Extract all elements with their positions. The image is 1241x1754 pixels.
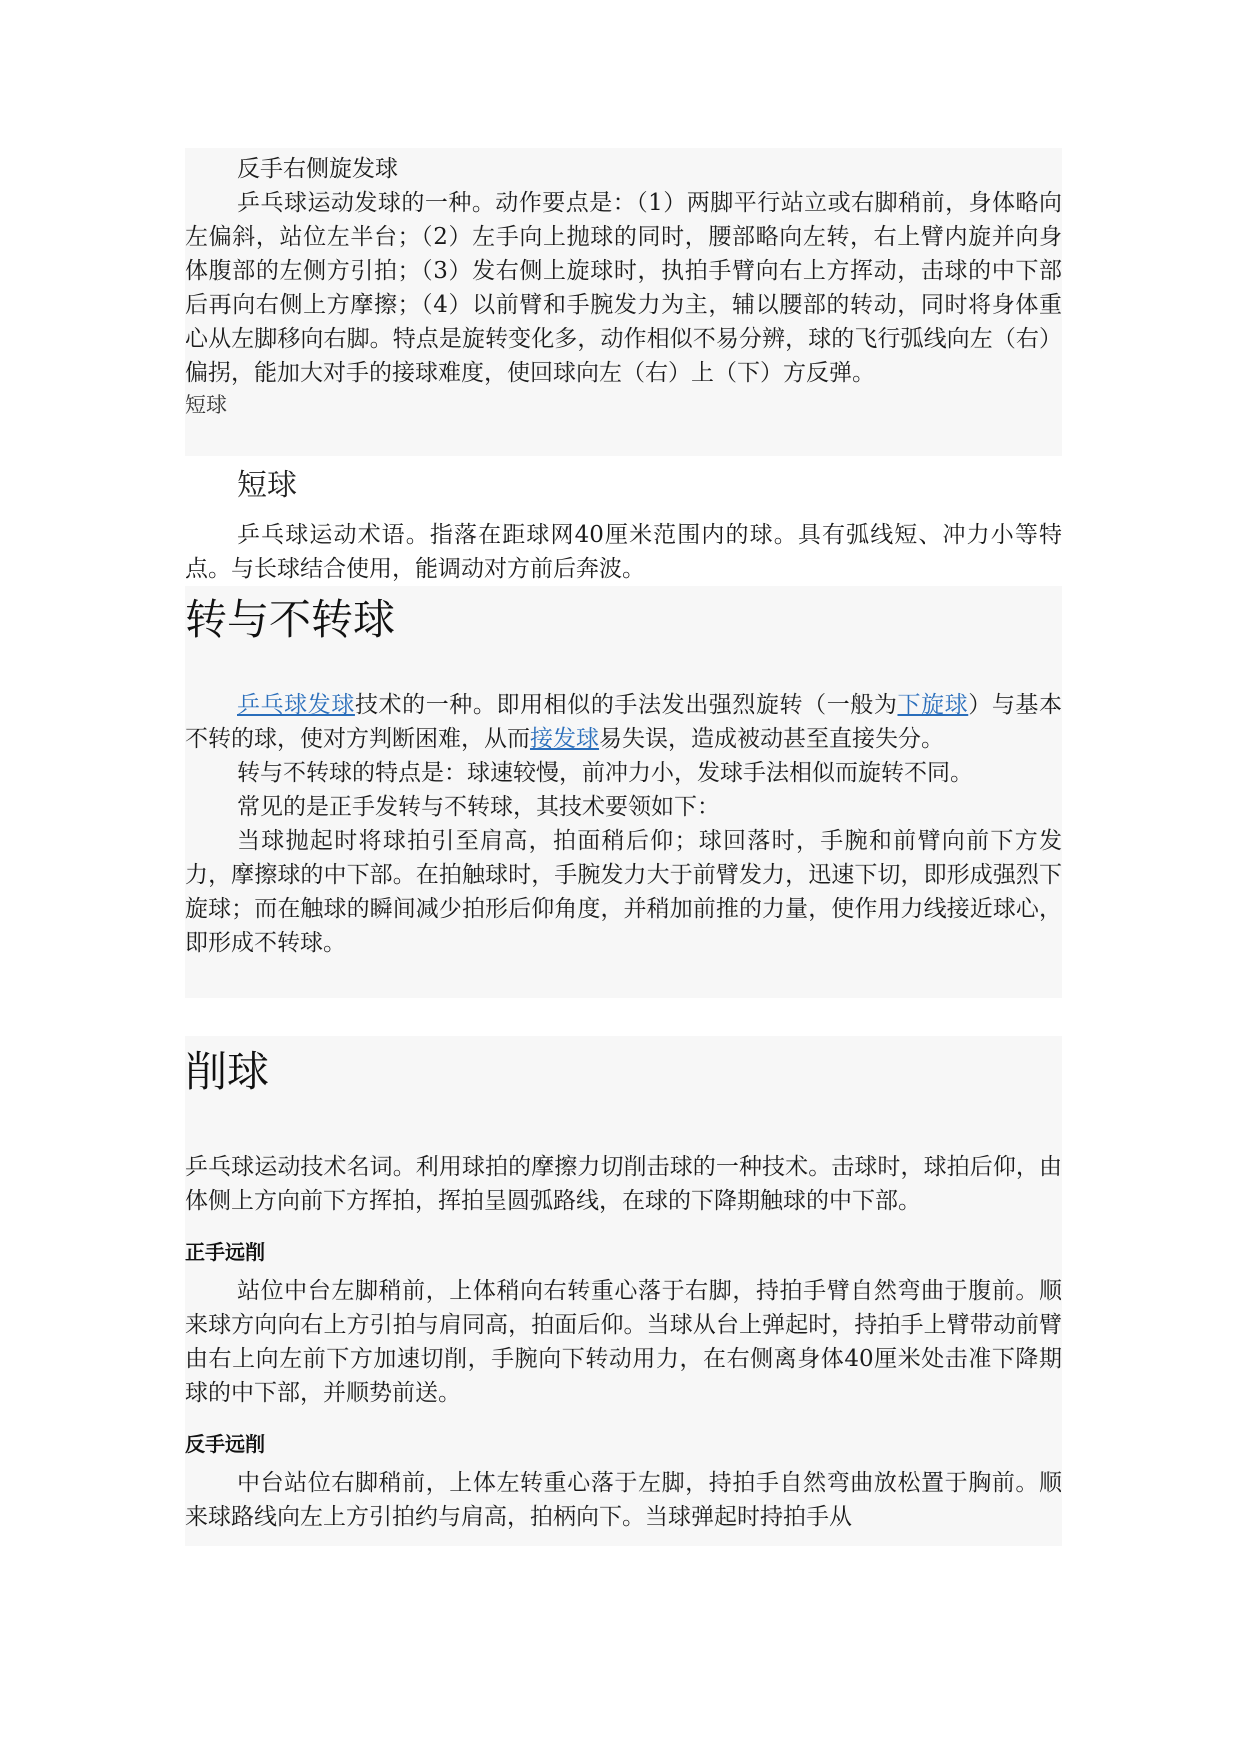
- paragraph-text: ）与基本不转的球，使对方判断困难，从而: [185, 692, 1063, 752]
- backhand-serve-section: [185, 148, 1062, 456]
- spin-nospin-paragraph-4: 当球抛起时将球拍引至肩高，拍面稍后仰；球回落时，手腕和前臂向前下方发力，摩擦球的中下部。在拍触球时，手腕发力大于前臂发力，迅速下切，即形成强烈下旋球；而在触球的瞬间减少拍形后仰角度，并稍加前推的力量，使作用力线接近球心，即形成不转球。: [185, 828, 1062, 956]
- spin-nospin-section: [185, 586, 1062, 998]
- backhand-serve-paragraph: 乒乓球运动发球的一种。动作要点是：（1）两脚平行站立或右脚稍前，身体略向左偏斜，站位左半台；（2）左手向上抛球的同时，腰部略向左转，右上臂内旋并向身体腹部的左侧方引拍；（3）发右侧上旋球时，执拍手臂向右上方挥动，击球的中下部后再向右侧上方摩擦；（4）以前臂和手腕发力为主，辅以腰部的转动，同时将身体重心从左脚移向右脚。特点是旋转变化多，动作相似不易分辨，球的飞行弧线向左（右）偏拐，能加大对手的接球难度，使回球向左（右）上（下）方反弹。: [185, 190, 1062, 386]
- serve-link[interactable]: 乒乓球发球: [237, 692, 355, 718]
- spin-nospin-paragraph-2: 转与不转球的特点是：球速较慢，前冲力小，发球手法相似而旋转不同。: [237, 760, 973, 786]
- forehand-chop-text: 站位中台左脚稍前，上体稍向右转重心落于右脚，持拍手臂自然弯曲于腹前。顺来球方向向右上方引拍与肩同高，拍面后仰。当球从台上弹起时，持拍手上臂带动前臂由右上向左前下方加速切削，手腕向下转动用力，在右侧离身体40厘米处击准下降期球的中下部，并顺势前送。: [185, 1278, 1062, 1406]
- spin-nospin-heading: 转与不转球: [185, 595, 396, 644]
- spin-nospin-paragraph-1: [185, 688, 1062, 756]
- short-ball-title: 短球: [237, 468, 297, 503]
- forehand-chop-title: 正手远削: [185, 1240, 265, 1264]
- backhand-chop-title: 反手远削: [185, 1432, 265, 1456]
- chop-section: [185, 1036, 1062, 1546]
- chop-heading: 削球: [185, 1047, 270, 1096]
- receive-serve-link[interactable]: 接发球: [530, 726, 599, 752]
- backhand-serve-title: 反手右侧旋发球: [237, 156, 398, 182]
- backhand-chop-text: 中台站位右脚稍前，上体左转重心落于左脚，持拍手自然弯曲放松置于胸前。顺来球路线向左上方引拍约与肩高，拍柄向下。当球弹起时持拍手从: [185, 1470, 1062, 1530]
- paragraph-text: 技术的一种。即用相似的手法发出强烈旋转（一般为: [354, 692, 898, 718]
- short-ball-section: [185, 466, 1062, 586]
- spin-nospin-paragraph-3: 常见的是正手发转与不转球，其技术要领如下：: [237, 794, 720, 820]
- paragraph-text: 易失误，造成被动甚至直接失分。: [599, 726, 944, 752]
- chop-intro: 乒乓球运动技术名词。利用球拍的摩擦力切削击球的一种技术。击球时，球拍后仰，由体侧上方向前下方挥拍，挥拍呈圆弧路线，在球的下降期触球的中下部。: [185, 1154, 1062, 1214]
- short-ball-label: 短球: [185, 393, 227, 417]
- short-ball-paragraph: 乒乓球运动术语。指落在距球网40厘米范围内的球。具有弧线短、冲力小等特点。与长球结合使用，能调动对方前后奔波。: [185, 522, 1062, 582]
- backspin-link[interactable]: 下旋球: [897, 692, 969, 718]
